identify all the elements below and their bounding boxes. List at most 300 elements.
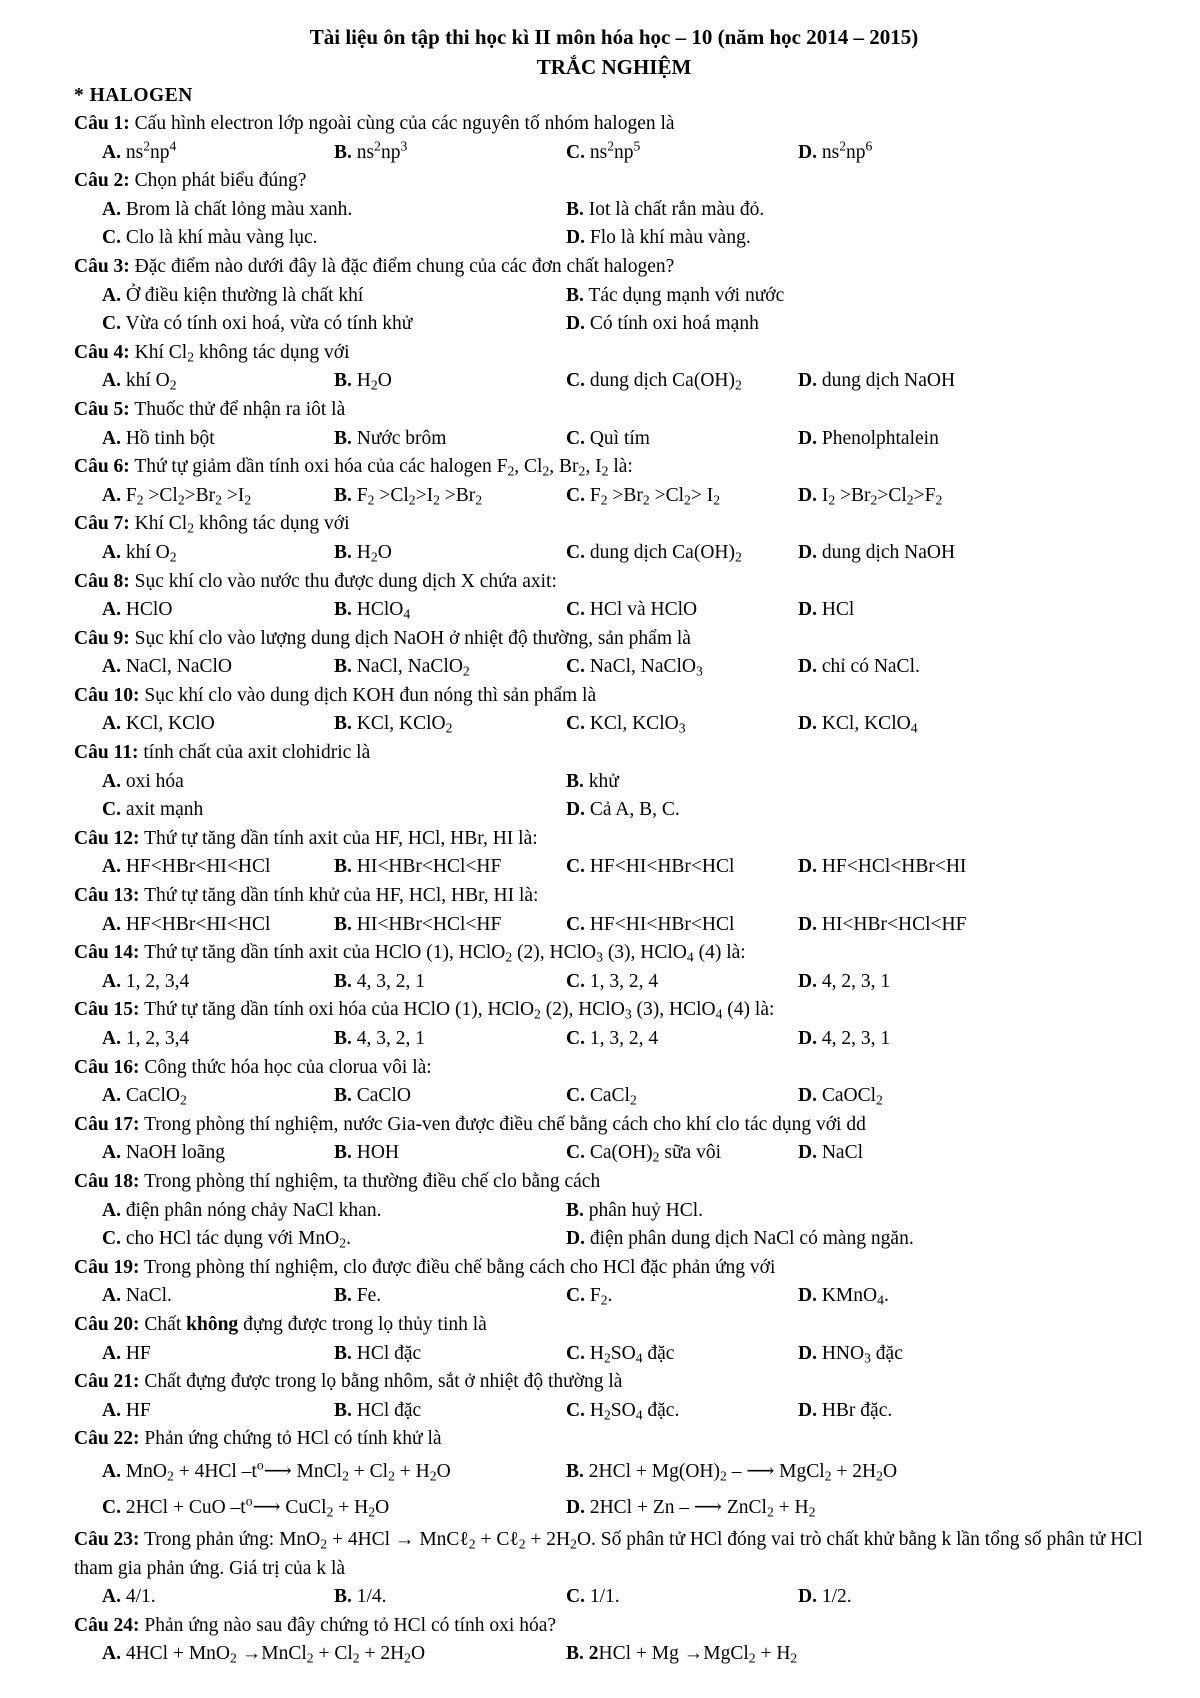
option-a <box>102 596 334 625</box>
option-text: 4HCl + MnO$_2$ →MnCl$_2$ + $Cl_2 + 2H_2O$ <box>125 1643 426 1666</box>
option-text: Vừa có tính oxi hoá, vừa có tính khử <box>125 313 413 335</box>
option-letter: A. <box>102 1460 121 1482</box>
option-letter: D. <box>566 799 585 821</box>
option-text: HOH <box>356 1142 400 1164</box>
option-letter: C. <box>566 1342 585 1364</box>
option-a <box>102 482 334 511</box>
question-stem <box>74 882 1154 911</box>
option-text: 1/2. <box>821 1586 852 1608</box>
option-letter: D. <box>798 856 817 878</box>
option-text: khí $O_2$ <box>125 370 177 393</box>
option-a <box>102 768 566 797</box>
option-letter: C. <box>566 1085 585 1107</box>
question-stem <box>74 939 1154 968</box>
option-letter: D. <box>798 1285 817 1307</box>
option-text: phân huỷ HCl. <box>588 1199 704 1221</box>
option-text: HCl và HClO <box>589 599 698 621</box>
option-letter: C. <box>102 313 121 335</box>
option-d <box>798 596 1030 625</box>
question-14 <box>74 939 1154 996</box>
option-text: CaClO$_2$ <box>125 1085 187 1108</box>
option-text: 2HCl + CuO $-t^o⟶$ CuCl$_2$ + $H_2O$ <box>125 1493 390 1520</box>
option-text: cho HCl tác dụng với MnO$_2$. <box>125 1228 351 1251</box>
option-letter: D. <box>798 1399 817 1421</box>
option-c <box>566 1025 798 1054</box>
option-text: Hồ tinh bột <box>125 427 215 449</box>
option-letter: B. <box>566 198 584 220</box>
option-c <box>102 310 566 339</box>
option-text: NaCl, NaClO$_3$ <box>589 656 703 679</box>
option-letter: B. <box>334 1586 352 1608</box>
option-letter: B. <box>334 541 352 563</box>
option-b <box>566 1640 1030 1669</box>
question-stem <box>74 1311 1154 1340</box>
question-11 <box>74 739 1154 825</box>
option-letter: A. <box>102 141 121 163</box>
option-text: HF<HCl<HBr<HI <box>821 856 967 878</box>
option-text: 4, 3, 2, 1 <box>356 970 426 992</box>
option-letter: A. <box>102 913 121 935</box>
option-text: CaCl$_2$ <box>589 1085 637 1108</box>
option-letter: B. <box>334 1085 352 1107</box>
question-number: Câu 16: <box>74 1056 140 1078</box>
answer-options <box>74 968 1154 997</box>
option-letter: B. <box>566 1460 584 1482</box>
option-letter: A. <box>102 1028 121 1049</box>
question-number: Câu 13: <box>74 885 140 907</box>
option-text: $ns^2np^5$ <box>589 138 641 163</box>
option-text: khí $O_2$ <box>125 541 177 565</box>
option-a <box>102 425 334 454</box>
question-3 <box>74 253 1154 339</box>
answer-options <box>74 911 1154 940</box>
question-stem <box>74 110 1154 139</box>
option-letter: D. <box>798 656 817 678</box>
option-c <box>566 710 798 739</box>
option-text: 1/4. <box>356 1586 387 1608</box>
answer-options <box>74 196 1154 253</box>
question-18 <box>74 1168 1154 1254</box>
answer-options <box>74 1282 1154 1311</box>
option-d <box>566 224 1030 253</box>
option-letter: D. <box>566 227 585 249</box>
option-letter: B. <box>566 770 584 792</box>
question-list <box>74 110 1154 1669</box>
option-letter: C. <box>566 599 585 621</box>
question-text: Đặc điểm nào dưới đây là đặc điểm chung của các đơn chất halogen? <box>134 255 675 277</box>
option-letter: D. <box>798 1085 817 1107</box>
option-letter: B. <box>334 370 352 392</box>
question-stem <box>74 1168 1154 1197</box>
option-d <box>566 1225 1030 1254</box>
option-letter: C. <box>566 913 585 935</box>
question-text: Thuốc thử để nhận ra iôt là <box>134 398 346 420</box>
option-letter: A. <box>102 1342 121 1364</box>
question-stem <box>74 453 1154 482</box>
option-text: NaCl. <box>125 1285 172 1307</box>
question-4 <box>74 339 1154 396</box>
option-text: Fe. <box>356 1285 382 1307</box>
question-text: Khí $Cl_2$ không tác dụng với <box>134 513 350 536</box>
option-d <box>798 1340 1030 1369</box>
option-text: dung dịch NaOH <box>821 541 956 563</box>
question-text: Sục khí clo vào dung dịch KOH đun nóng thì sản phẩm là <box>144 684 597 706</box>
question-stem <box>74 396 1154 425</box>
option-text: 1, 2, 3,4 <box>125 970 190 992</box>
question-10 <box>74 682 1154 739</box>
question-text: Thứ tự tăng dần tính oxi hóa của HClO (1), HClO$_2$ (2), HClO$_3$ (3), HClO$_4$ (4) là: <box>144 999 775 1022</box>
question-text: Khí $Cl_2$ không tác dụng với <box>134 341 350 365</box>
option-letter: A. <box>102 1085 121 1107</box>
option-d <box>798 1139 1030 1168</box>
question-stem <box>74 1368 1154 1397</box>
option-text: Ở điều kiện thường là chất khí <box>125 284 364 306</box>
option-d <box>798 139 1030 168</box>
option-text: NaCl, NaClO$_2$ <box>356 656 470 679</box>
option-d <box>798 482 1030 511</box>
question-number: Câu 15: <box>74 999 140 1021</box>
option-text: dung dịch NaOH <box>821 370 956 392</box>
question-text: Công thức hóa học của clorua vôi là: <box>144 1056 432 1078</box>
option-text: Clo là khí màu vàng lục. <box>125 227 318 249</box>
option-letter: C. <box>566 713 585 735</box>
option-c <box>566 139 798 168</box>
option-b <box>566 1454 1030 1490</box>
option-letter: B. <box>334 1028 352 1049</box>
option-letter: D. <box>566 1228 585 1250</box>
option-text: $H_2SO_4$ đặc. <box>589 1399 680 1423</box>
question-number: Câu 24: <box>74 1614 140 1636</box>
question-2 <box>74 167 1154 253</box>
option-text: Có tính oxi hoá mạnh <box>589 313 759 335</box>
option-text: $ns^2np^4$ <box>125 138 177 163</box>
question-12 <box>74 825 1154 882</box>
question-number: Câu 3: <box>74 255 130 277</box>
option-letter: A. <box>102 1643 121 1665</box>
question-15 <box>74 996 1154 1053</box>
question-text: Thứ tự tăng dần tính khử của HF, HCl, HBr, HI là: <box>144 885 539 907</box>
option-d <box>566 796 1030 825</box>
option-text: $ns^2np^6$ <box>821 138 873 163</box>
option-d <box>798 425 1030 454</box>
answer-options <box>74 1640 1154 1669</box>
question-stem <box>74 1111 1154 1140</box>
option-c <box>566 1397 798 1426</box>
option-d <box>798 911 1030 940</box>
question-number: Câu 23: <box>74 1528 140 1550</box>
answer-options <box>74 482 1154 511</box>
option-c <box>102 224 566 253</box>
question-text: Chất đựng được trong lọ bằng nhôm, sắt ở nhiệt độ thường là <box>144 1371 623 1393</box>
option-c <box>102 1225 566 1254</box>
answer-options <box>74 1082 1154 1111</box>
option-d <box>798 710 1030 739</box>
question-number: Câu 22: <box>74 1428 140 1450</box>
option-letter: D. <box>798 713 817 735</box>
question-13 <box>74 882 1154 939</box>
question-stem <box>74 1425 1154 1454</box>
option-b <box>566 1197 1030 1226</box>
option-letter: B. <box>334 427 352 449</box>
option-text: $H_2O$ <box>356 370 392 393</box>
option-text: HI<HBr<HCl<HF <box>821 913 967 935</box>
option-text: HCl đặc <box>356 1342 422 1364</box>
question-stem <box>74 996 1154 1025</box>
option-text: 4, 3, 2, 1 <box>356 1028 426 1049</box>
option-letter: C. <box>566 1586 585 1608</box>
option-text: Phenolphtalein <box>821 427 939 449</box>
option-text: HCl đặc <box>356 1399 422 1421</box>
option-text: axit mạnh <box>125 799 204 821</box>
question-stem <box>74 510 1154 539</box>
option-b <box>334 853 566 882</box>
option-a <box>102 853 334 882</box>
question-9 <box>74 625 1154 682</box>
answer-options <box>74 425 1154 454</box>
option-d <box>798 853 1030 882</box>
answer-options <box>74 710 1154 739</box>
option-text: 2HCl + Zn – ⟶ ZnCl$_2$ + $H_2$ <box>589 1496 816 1520</box>
option-letter: C. <box>566 1285 585 1307</box>
document-subtitle: TRẮC NGHIỆM <box>536 55 692 79</box>
option-letter: B. <box>334 1142 352 1164</box>
option-b <box>566 768 1030 797</box>
option-b <box>334 710 566 739</box>
option-a <box>102 1197 566 1226</box>
option-a <box>102 1139 334 1168</box>
question-7 <box>74 510 1154 567</box>
answer-options <box>74 1583 1154 1612</box>
option-text: KCl, KClO <box>125 713 215 735</box>
option-text: NaOH loãng <box>125 1142 225 1164</box>
option-text: HF<HI<HBr<HCl <box>589 913 735 935</box>
option-a <box>102 367 334 396</box>
option-b <box>334 139 566 168</box>
question-text: Thứ tự giảm dần tính oxi hóa của các halogen $F_2$, $Cl_2$, $Br_2$, $I_2$ là: <box>134 456 633 479</box>
document-page <box>74 22 1154 1669</box>
option-letter: C. <box>566 1142 585 1164</box>
option-text: KMnO$_4$. <box>821 1285 889 1308</box>
option-letter: A. <box>102 656 121 678</box>
question-stem <box>74 739 1154 768</box>
option-letter: B. <box>334 599 352 621</box>
option-a <box>102 139 334 168</box>
option-letter: A. <box>102 599 121 621</box>
question-stem <box>74 1054 1154 1083</box>
option-text: Brom là chất lỏng màu xanh. <box>125 198 353 220</box>
option-letter: A. <box>102 856 121 878</box>
question-1 <box>74 110 1154 167</box>
answer-options <box>74 1454 1154 1526</box>
option-text: dung dịch $Ca(OH)_2$ <box>589 370 742 393</box>
document-title: Tài liệu ôn tập thi học kì II môn hóa học – 10 (năm học 2014 – 2015) <box>309 25 919 49</box>
option-d <box>798 1082 1030 1111</box>
answer-options <box>74 596 1154 625</box>
option-c <box>566 853 798 882</box>
option-letter: C. <box>102 1228 121 1250</box>
question-number: Câu 6: <box>74 456 130 478</box>
option-text: HF<HI<HBr<HCl <box>589 856 735 878</box>
question-number: Câu 8: <box>74 570 130 592</box>
option-text: điện phân nóng chảy NaCl khan. <box>125 1199 382 1221</box>
option-c <box>102 796 566 825</box>
answer-options <box>74 139 1154 168</box>
question-21 <box>74 1368 1154 1425</box>
option-text: 2HCl + Mg →MgCl$_2$ + $H_2$ <box>588 1643 798 1666</box>
question-stem <box>74 339 1154 368</box>
question-number: Câu 20: <box>74 1313 140 1335</box>
option-c <box>566 482 798 511</box>
option-text: $F_2 >Br_2 >Cl_2> I_2$ <box>589 484 721 508</box>
option-d <box>566 310 1030 339</box>
option-letter: A. <box>102 970 121 992</box>
option-a <box>102 1583 334 1612</box>
option-a <box>102 1025 334 1054</box>
question-number: Câu 9: <box>74 627 130 649</box>
option-text: HI<HBr<HCl<HF <box>356 856 502 878</box>
question-text: Phản ứng nào sau đây chứng tỏ HCl có tính oxi hóa? <box>144 1614 557 1636</box>
option-b <box>334 1282 566 1311</box>
option-a <box>102 968 334 997</box>
question-24 <box>74 1612 1154 1669</box>
option-text: HF <box>125 1399 151 1421</box>
option-b <box>334 1025 566 1054</box>
option-letter: C. <box>566 970 585 992</box>
option-c <box>566 1139 798 1168</box>
option-letter: C. <box>102 227 121 249</box>
option-a <box>102 196 566 225</box>
option-text: HClO <box>125 599 173 621</box>
question-text: Thứ tự tăng dần tính axit của HClO (1), HClO$_2$ (2), HClO$_3$ (3), HClO$_4$ (4) là: <box>144 942 746 965</box>
option-text: HF<HBr<HI<HCl <box>125 913 271 935</box>
option-text: oxi hóa <box>125 770 184 792</box>
option-text: CaClO <box>356 1085 411 1107</box>
option-text: CaOCl$_2$ <box>821 1085 883 1108</box>
question-20 <box>74 1311 1154 1368</box>
option-text: HClO$_4$ <box>356 599 411 622</box>
option-text: điện phân dung dịch NaCl có màng ngăn. <box>589 1228 914 1250</box>
question-number: Câu 11: <box>74 742 139 764</box>
question-stem <box>74 167 1154 196</box>
option-text: Quì tím <box>589 427 650 449</box>
option-text: HBr đặc. <box>821 1399 893 1421</box>
question-number: Câu 12: <box>74 827 140 849</box>
option-a <box>102 1282 334 1311</box>
option-d <box>798 1025 1030 1054</box>
option-letter: D. <box>798 1342 817 1364</box>
option-b <box>334 596 566 625</box>
question-5 <box>74 396 1154 453</box>
option-letter: C. <box>566 856 585 878</box>
question-number: Câu 14: <box>74 942 140 964</box>
option-letter: D. <box>798 484 817 506</box>
option-b <box>334 367 566 396</box>
option-letter: A. <box>102 1586 121 1608</box>
option-b <box>334 911 566 940</box>
option-letter: C. <box>566 141 585 163</box>
option-text: $Ca(OH)_2$ sữa vôi <box>589 1142 721 1165</box>
option-letter: A. <box>102 284 121 306</box>
option-letter: D. <box>798 1586 817 1608</box>
option-letter: D. <box>798 427 817 449</box>
option-a <box>102 1454 566 1490</box>
option-text: chỉ có NaCl. <box>821 656 920 678</box>
option-letter: D. <box>798 599 817 621</box>
option-letter: D. <box>566 1496 585 1518</box>
option-b <box>334 1340 566 1369</box>
option-text: KCl, KClO$_2$ <box>356 713 453 736</box>
answer-options <box>74 1025 1154 1054</box>
option-c <box>566 1282 798 1311</box>
option-d <box>798 539 1030 568</box>
option-text: HF <box>125 1342 151 1364</box>
option-letter: A. <box>102 1199 121 1221</box>
option-letter: B. <box>334 141 352 163</box>
option-letter: D. <box>798 370 817 392</box>
option-text: $I_2 >Br_2>Cl_2>F_2$ <box>821 484 943 508</box>
question-text: Sục khí clo vào nước thu được dung dịch X chứa axit: <box>134 570 557 592</box>
question-number: Câu 17: <box>74 1113 140 1135</box>
option-letter: C. <box>566 427 585 449</box>
question-text: Phản ứng chứng tỏ HCl có tính khử là <box>144 1428 442 1450</box>
question-stem <box>74 1254 1154 1283</box>
option-text: HI<HBr<HCl<HF <box>356 913 502 935</box>
option-text: $HNO_3$ đặc <box>821 1342 903 1365</box>
option-letter: A. <box>102 1399 121 1421</box>
option-text: $F_2 >Cl_2>Br_2 >I_2$ <box>125 484 252 508</box>
option-b <box>566 282 1030 311</box>
option-letter: C. <box>566 1028 585 1049</box>
option-a <box>102 1340 334 1369</box>
option-letter: D. <box>798 541 817 563</box>
option-a <box>102 1640 566 1669</box>
question-number: Câu 19: <box>74 1256 140 1278</box>
option-letter: A. <box>102 713 121 735</box>
question-text: Trong phòng thí nghiệm, ta thường điều chế clo bằng cách <box>144 1170 601 1192</box>
option-text: Cả A, B, C. <box>589 799 680 821</box>
option-text: NaCl <box>821 1142 864 1164</box>
option-text: $H_2O$ <box>356 541 392 565</box>
option-letter: A. <box>102 370 121 392</box>
option-letter: D. <box>798 1142 817 1164</box>
option-b <box>334 653 566 682</box>
option-letter: C. <box>566 484 585 506</box>
option-letter: A. <box>102 541 121 563</box>
question-number: Câu 1: <box>74 113 130 134</box>
option-letter: A. <box>102 1285 121 1307</box>
option-letter: B. <box>334 913 352 935</box>
option-text: 1, 2, 3,4 <box>125 1028 190 1049</box>
question-16 <box>74 1054 1154 1111</box>
option-letter: D. <box>798 913 817 935</box>
option-text: $F_2 >Cl_2>I_2 >Br_2$ <box>356 484 483 508</box>
answer-options <box>74 1340 1154 1369</box>
option-letter: B. <box>334 1285 352 1307</box>
option-text: KCl, KClO$_3$ <box>589 713 686 736</box>
question-text: Sục khí clo vào lượng dung dịch NaOH ở nhiệt độ thường, sản phẩm là <box>134 627 691 649</box>
option-b <box>334 1397 566 1426</box>
option-b <box>334 968 566 997</box>
option-c <box>566 1583 798 1612</box>
option-text: Flo là khí màu vàng. <box>589 227 751 249</box>
option-d <box>798 968 1030 997</box>
option-text: 1, 3, 2, 4 <box>589 1028 659 1049</box>
option-b <box>334 425 566 454</box>
option-letter: D. <box>566 313 585 335</box>
option-b <box>334 539 566 568</box>
option-letter: C. <box>566 656 585 678</box>
question-number: Câu 18: <box>74 1170 140 1192</box>
